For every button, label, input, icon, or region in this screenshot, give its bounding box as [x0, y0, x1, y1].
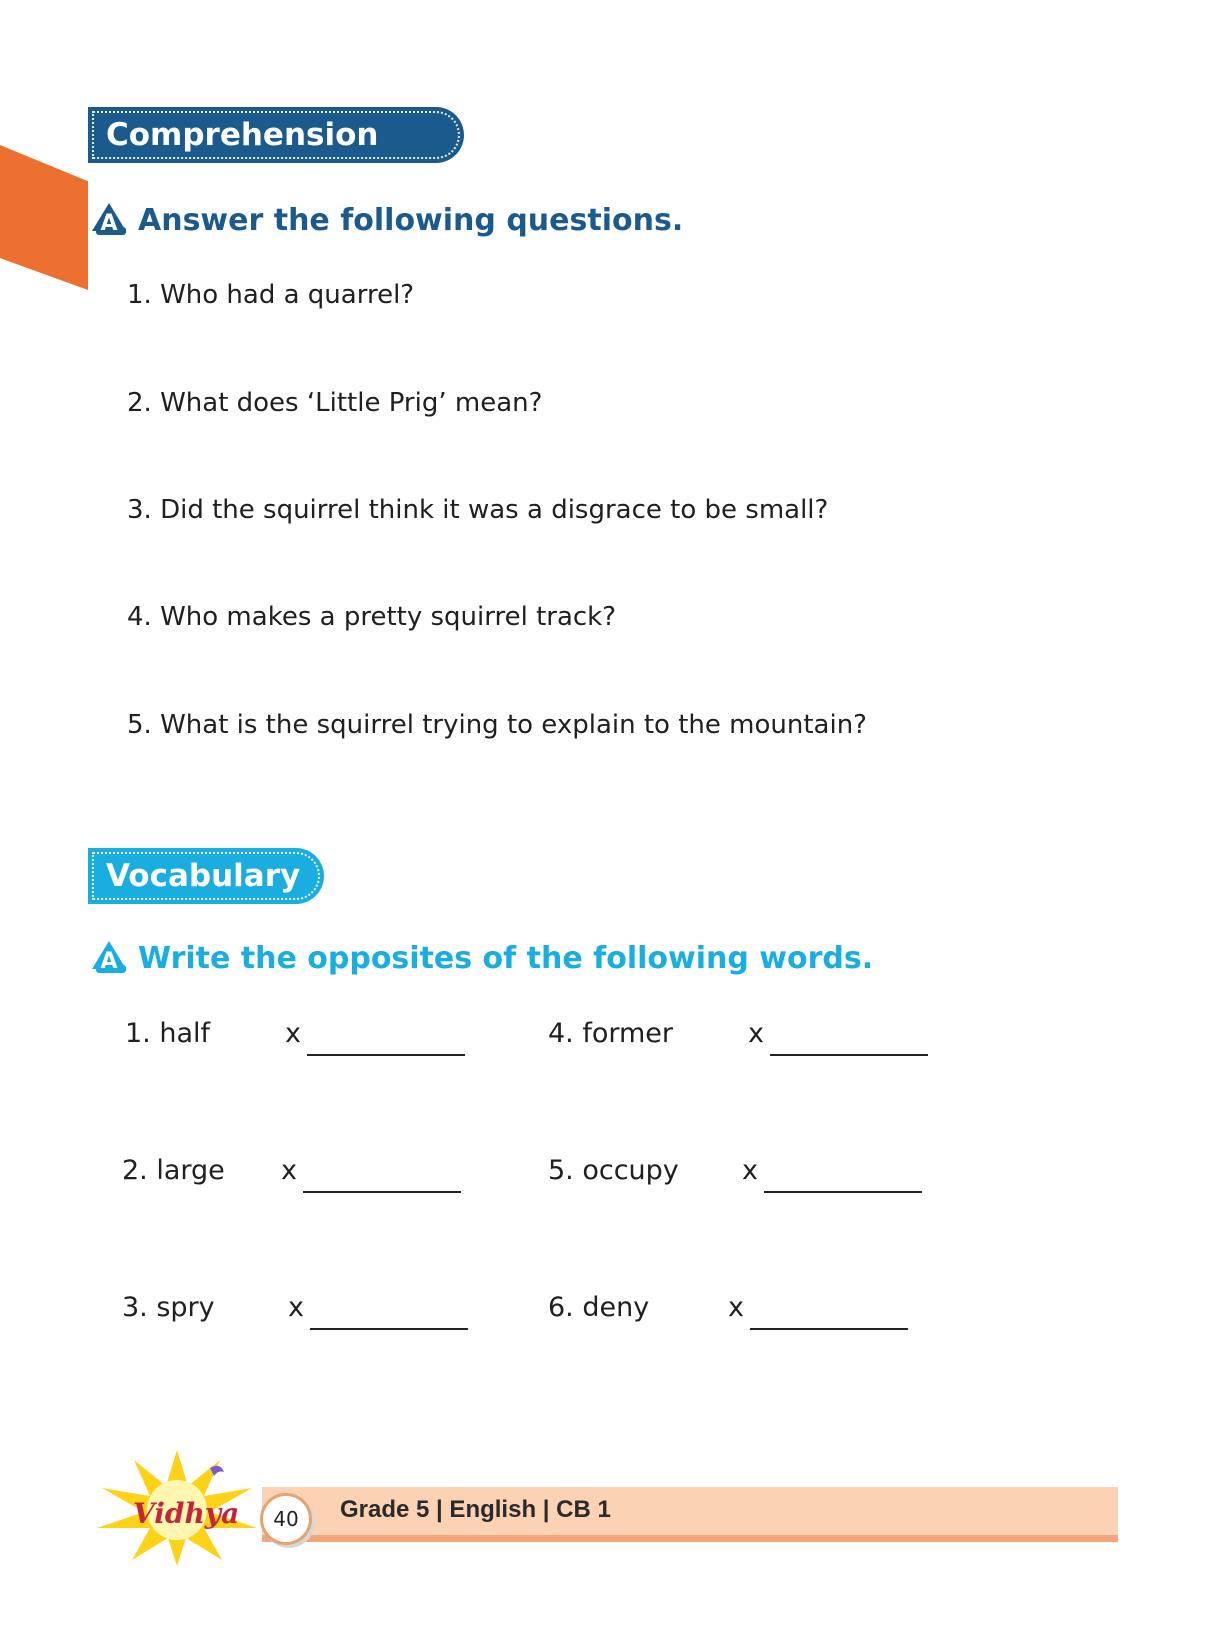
footer-book-info: Grade 5 | English | CB 1: [340, 1496, 611, 1523]
answer-blank-3[interactable]: [310, 1328, 468, 1330]
section-a-badge-icon: [90, 201, 128, 239]
vocab-word-5: 5. occupy: [548, 1155, 679, 1186]
vidhya-logo-text: Vidhya: [133, 1497, 240, 1530]
opposite-mark: x: [285, 1018, 301, 1049]
comprehension-instruction: [90, 198, 683, 242]
question-3: 3. Did the squirrel think it was a disgrace to be small?: [127, 495, 829, 525]
vocab-word-1: 1. half: [125, 1018, 211, 1049]
answer-blank-1[interactable]: [307, 1054, 465, 1056]
opposite-mark: x: [728, 1292, 744, 1323]
answer-blank-2[interactable]: [303, 1191, 461, 1193]
comprehension-instruction-text: Answer the following questions.: [138, 202, 684, 238]
section-a-badge-icon: [90, 939, 128, 977]
opposite-mark: x: [281, 1155, 297, 1186]
vocabulary-instruction: [90, 936, 873, 980]
comprehension-skills-banner: [88, 107, 464, 209]
opposite-mark: x: [748, 1018, 764, 1049]
opposite-mark: x: [288, 1292, 304, 1323]
question-5: 5. What is the squirrel trying to explain to the mountain?: [127, 710, 867, 740]
vocabulary-instruction-text: Write the opposites of the following words.: [138, 940, 874, 976]
svg-text:A: A: [100, 949, 118, 974]
vocab-word-6: 6. deny: [548, 1292, 650, 1323]
answer-blank-4[interactable]: [770, 1054, 928, 1056]
vocab-word-2: 2. large: [122, 1155, 225, 1186]
vocab-word-4: 4. former: [548, 1018, 674, 1049]
opposite-mark: x: [742, 1155, 758, 1186]
answer-blank-5[interactable]: [764, 1191, 922, 1193]
comprehension-banner-label: Comprehension Skills: [106, 117, 379, 209]
question-4: 4. Who makes a pretty squirrel track?: [127, 602, 617, 632]
svg-text:A: A: [100, 211, 118, 236]
question-2: 2. What does ‘Little Prig’ mean?: [127, 388, 543, 418]
vocabulary-banner: [88, 848, 324, 904]
question-1: 1. Who had a quarrel?: [127, 280, 415, 310]
vocabulary-banner-label: Vocabulary: [106, 858, 301, 894]
page-number: 40: [260, 1493, 312, 1545]
vocab-word-3: 3. spry: [122, 1292, 215, 1323]
answer-blank-6[interactable]: [750, 1328, 908, 1330]
orange-corner-tab: [0, 145, 88, 290]
